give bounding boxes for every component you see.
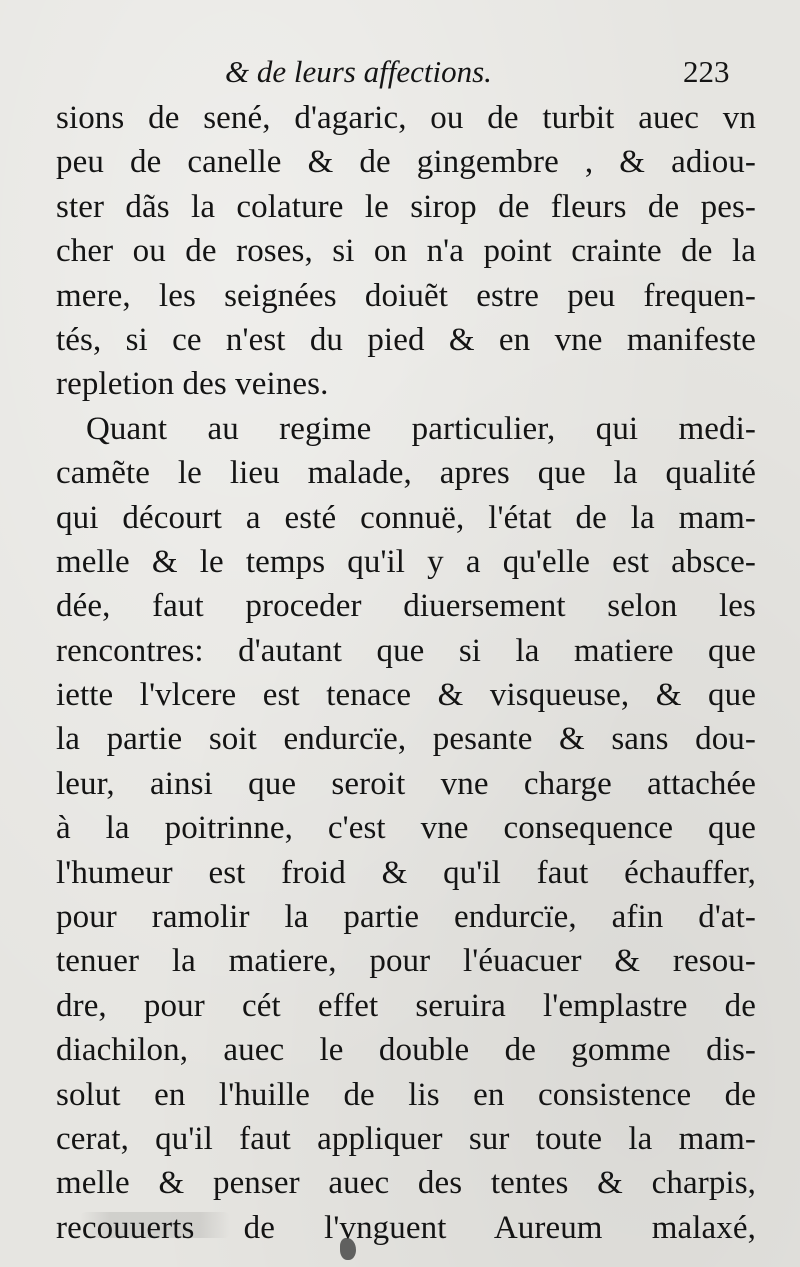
text-line: peu de canelle & de gingembre , & adiou- — [56, 144, 756, 181]
text-line: tés, si ce n'est du pied & en vne manifeste — [56, 321, 756, 358]
text-line: l'humeur est froid & qu'il faut échauffer, — [56, 854, 756, 891]
text-line: qui décourt a esté connuë, l'état de la mam- — [56, 499, 756, 536]
text-line: dre, pour cét effet seruira l'emplastre de — [56, 987, 756, 1024]
text-line: rencontres: d'autant que si la matiere que — [56, 632, 756, 669]
text-line: à la poitrinne, c'est vne consequence que — [56, 810, 756, 847]
text-line: camẽte le lieu malade, apres que la qualité — [56, 455, 756, 492]
running-title: & de leurs affections. — [225, 54, 492, 89]
text-line: pour ramolir la partie endurcïe, afin d'at- — [56, 899, 756, 936]
text-line: ster dãs la colature le sirop de fleurs de pes- — [56, 188, 756, 225]
text-line: diachilon, auec le double de gomme dis- — [56, 1032, 756, 1069]
body-text — [56, 96, 756, 1250]
paragraph-end-line: repletion des veines. — [56, 366, 329, 403]
page-number: 223 — [683, 54, 730, 89]
text-line: iette l'vlcere est tenace & visqueuse, & que — [56, 677, 756, 714]
running-head — [0, 50, 800, 100]
text-line: melle & le temps qu'il y a qu'elle est absce- — [56, 543, 756, 580]
text-line: melle & penser auec des tentes & charpis, — [56, 1165, 756, 1202]
text-line: mere, les seignées doiuẽt estre peu frequen- — [56, 277, 756, 314]
text-line: cerat, qu'il faut appliquer sur toute la mam- — [56, 1120, 756, 1157]
text-line: cher ou de roses, si on n'a point crainte de la — [56, 233, 756, 270]
text-line: dée, faut proceder diuersement selon les — [56, 588, 756, 625]
text-line: recouuerts de l'vnguent Aureum malaxé, — [56, 1209, 756, 1246]
text-line: leur, ainsi que seroit vne charge attachée — [56, 765, 756, 802]
text-line: solut en l'huille de lis en consistence de — [56, 1076, 756, 1113]
text-line: tenuer la matiere, pour l'éuacuer & resou- — [56, 943, 756, 980]
paragraph-start-line: Quant au regime particulier, qui medi- — [86, 410, 756, 447]
text-line: la partie soit endurcïe, pesante & sans dou- — [56, 721, 756, 758]
text-line: sions de sené, d'agaric, ou de turbit auec vn — [56, 100, 756, 136]
